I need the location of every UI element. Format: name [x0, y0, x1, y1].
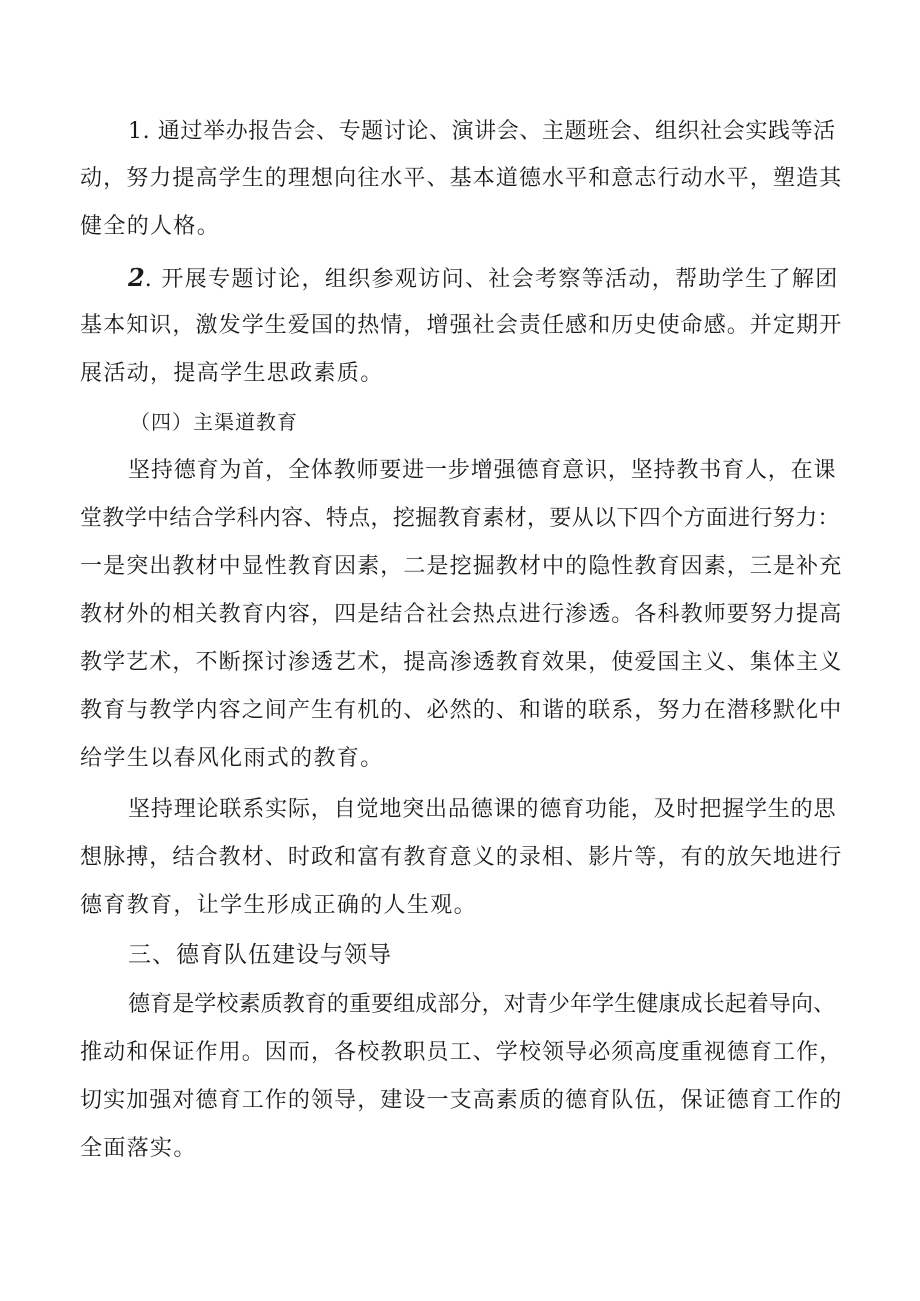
- para1-line-2: 动，努力提高学生的理想向往水平、基本道德水平和意志行动水平，塑造其: [80, 166, 843, 191]
- para5-line-2: 推动和保证作用。因而，各校教职员工、学校领导必须高度重视德育工作，: [80, 1040, 843, 1065]
- para4-line-1: 坚持理论联系实际，自觉地突出品德课的德育功能，及时把握学生的思: [128, 797, 837, 822]
- para3-line-2: 堂教学中结合学科内容、特点，挖掘教育素材，要从以下四个方面进行努力：: [80, 506, 840, 531]
- subheading-main-channel: （四）主渠道教育: [130, 410, 298, 434]
- para4-line-3: 德育教育，让学生形成正确的人生观。: [80, 893, 477, 918]
- para1-line-3: 健全的人格。: [80, 214, 221, 239]
- para3-line-7: 给学生以春风化雨式的教育。: [80, 746, 384, 771]
- para5-line-4: 全面落实。: [80, 1136, 197, 1161]
- section-heading: 三、德育队伍建设与领导: [128, 942, 392, 968]
- para3-line-4: 教材外的相关教育内容，四是结合社会热点进行渗透。各科教师要努力提高: [80, 602, 843, 627]
- para2-line-1: [128, 263, 839, 295]
- para3-line-5: 教学艺术，不断探讨渗透艺术，提高渗透教育效果，使爱国主义、集体主义: [80, 650, 843, 675]
- para2-line-1-text: . 开展专题讨论，组织参观访问、社会考察等活动，帮助学生了解团: [144, 267, 839, 292]
- para5-line-3: 切实加强对德育工作的领导，建设一支高素质的德育队伍，保证德育工作的: [80, 1088, 843, 1113]
- para3-line-3: 一是突出教材中显性教育因素，二是挖掘教材中的隐性教育因素，三是补充: [80, 554, 843, 579]
- para2-line-3: 展活动，提高学生思政素质。: [80, 361, 384, 386]
- para4-line-2: 想脉搏，结合教材、时政和富有教育意义的录相、影片等，有的放矢地进行: [80, 845, 843, 870]
- para3-line-1: 坚持德育为首，全体教师要进一步增强德育意识，坚持教书育人，在课: [128, 458, 837, 483]
- para2-line-2: 基本知识，激发学生爱国的热情，增强社会责任感和历史使命感。并定期开: [80, 313, 843, 338]
- para3-line-6: 教育与教学内容之间产生有机的、必然的、和谐的联系，努力在潜移默化中: [80, 698, 843, 723]
- para5-line-1: 德育是学校素质教育的重要组成部分，对青少年学生健康成长起着导向、: [128, 992, 836, 1017]
- para1-line-1: 1. 通过举办报告会、专题讨论、演讲会、主题班会、组织社会实践等活: [128, 119, 836, 144]
- para2-number: 2: [128, 263, 145, 292]
